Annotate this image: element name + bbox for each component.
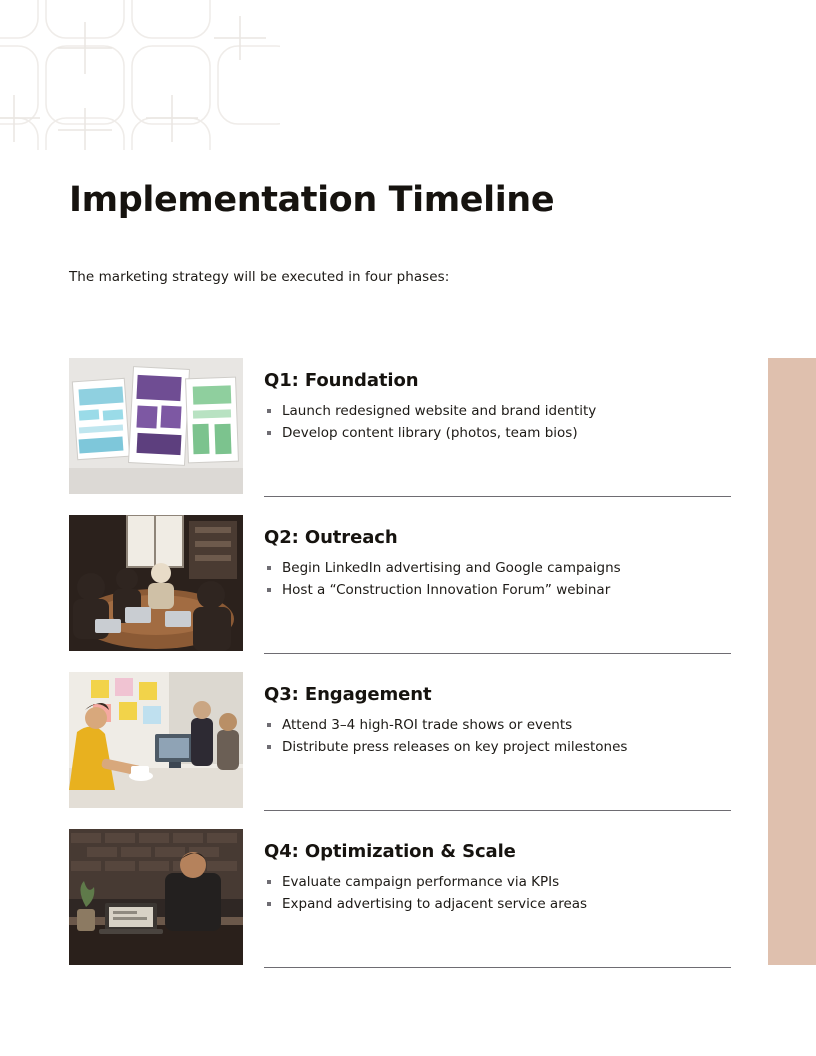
bullet-text: Distribute press releases on key project milestones: [282, 738, 628, 755]
list-item: [264, 737, 731, 759]
list-item: [264, 401, 731, 423]
bullet-text: Expand advertising to adjacent service areas: [282, 895, 588, 912]
bullet-square-icon: [267, 745, 271, 749]
phase-body: [264, 672, 731, 811]
phase-image-q3: [69, 672, 243, 808]
phase-bullets: [264, 715, 731, 759]
bullet-square-icon: [267, 566, 271, 570]
phase-title: Q2: Outreach: [264, 527, 398, 548]
phase-bullets: [264, 401, 731, 445]
phase-image-q4: [69, 829, 243, 965]
phase-body: [264, 515, 731, 654]
accent-bar-right: [768, 358, 816, 965]
bullet-square-icon: [267, 588, 271, 592]
list-item: [264, 894, 731, 916]
list-item: [264, 558, 731, 580]
timeline-phase: [69, 672, 731, 829]
phase-bullets: [264, 872, 731, 916]
bullet-text: Launch redesigned website and brand identity: [282, 403, 597, 419]
phase-body: [264, 358, 731, 497]
list-item: [264, 580, 731, 602]
timeline-phase: [69, 358, 731, 515]
phase-image-q2: [69, 515, 243, 651]
timeline-phase: [69, 829, 731, 986]
bullet-square-icon: [267, 880, 271, 884]
page-title: Implementation Timeline: [69, 180, 555, 221]
phase-title: Q4: Optimization & Scale: [264, 841, 516, 862]
bullet-square-icon: [267, 431, 271, 435]
bullet-square-icon: [267, 902, 271, 906]
intro-paragraph: The marketing strategy will be executed in four phases:: [69, 268, 450, 285]
bullet-square-icon: [267, 723, 271, 727]
bullet-square-icon: [267, 409, 271, 413]
phase-image-q1: [69, 358, 243, 494]
timeline-list: [69, 358, 731, 986]
decorative-sparkle-pattern: [0, 0, 280, 150]
timeline-phase: [69, 515, 731, 672]
list-item: [264, 715, 731, 737]
phase-title: Q1: Foundation: [264, 370, 419, 391]
bullet-text: Develop content library (photos, team bios): [282, 424, 578, 441]
phase-body: [264, 829, 731, 968]
list-item: [264, 423, 731, 445]
phase-title: Q3: Engagement: [264, 684, 432, 705]
bullet-text: Attend 3–4 high-ROI trade shows or events: [282, 717, 573, 733]
phase-bullets: [264, 558, 731, 602]
bullet-text: Host a “Construction Innovation Forum” webinar: [282, 581, 611, 598]
bullet-text: Begin LinkedIn advertising and Google campaigns: [282, 560, 621, 576]
bullet-text: Evaluate campaign performance via KPIs: [282, 874, 560, 890]
list-item: [264, 872, 731, 894]
